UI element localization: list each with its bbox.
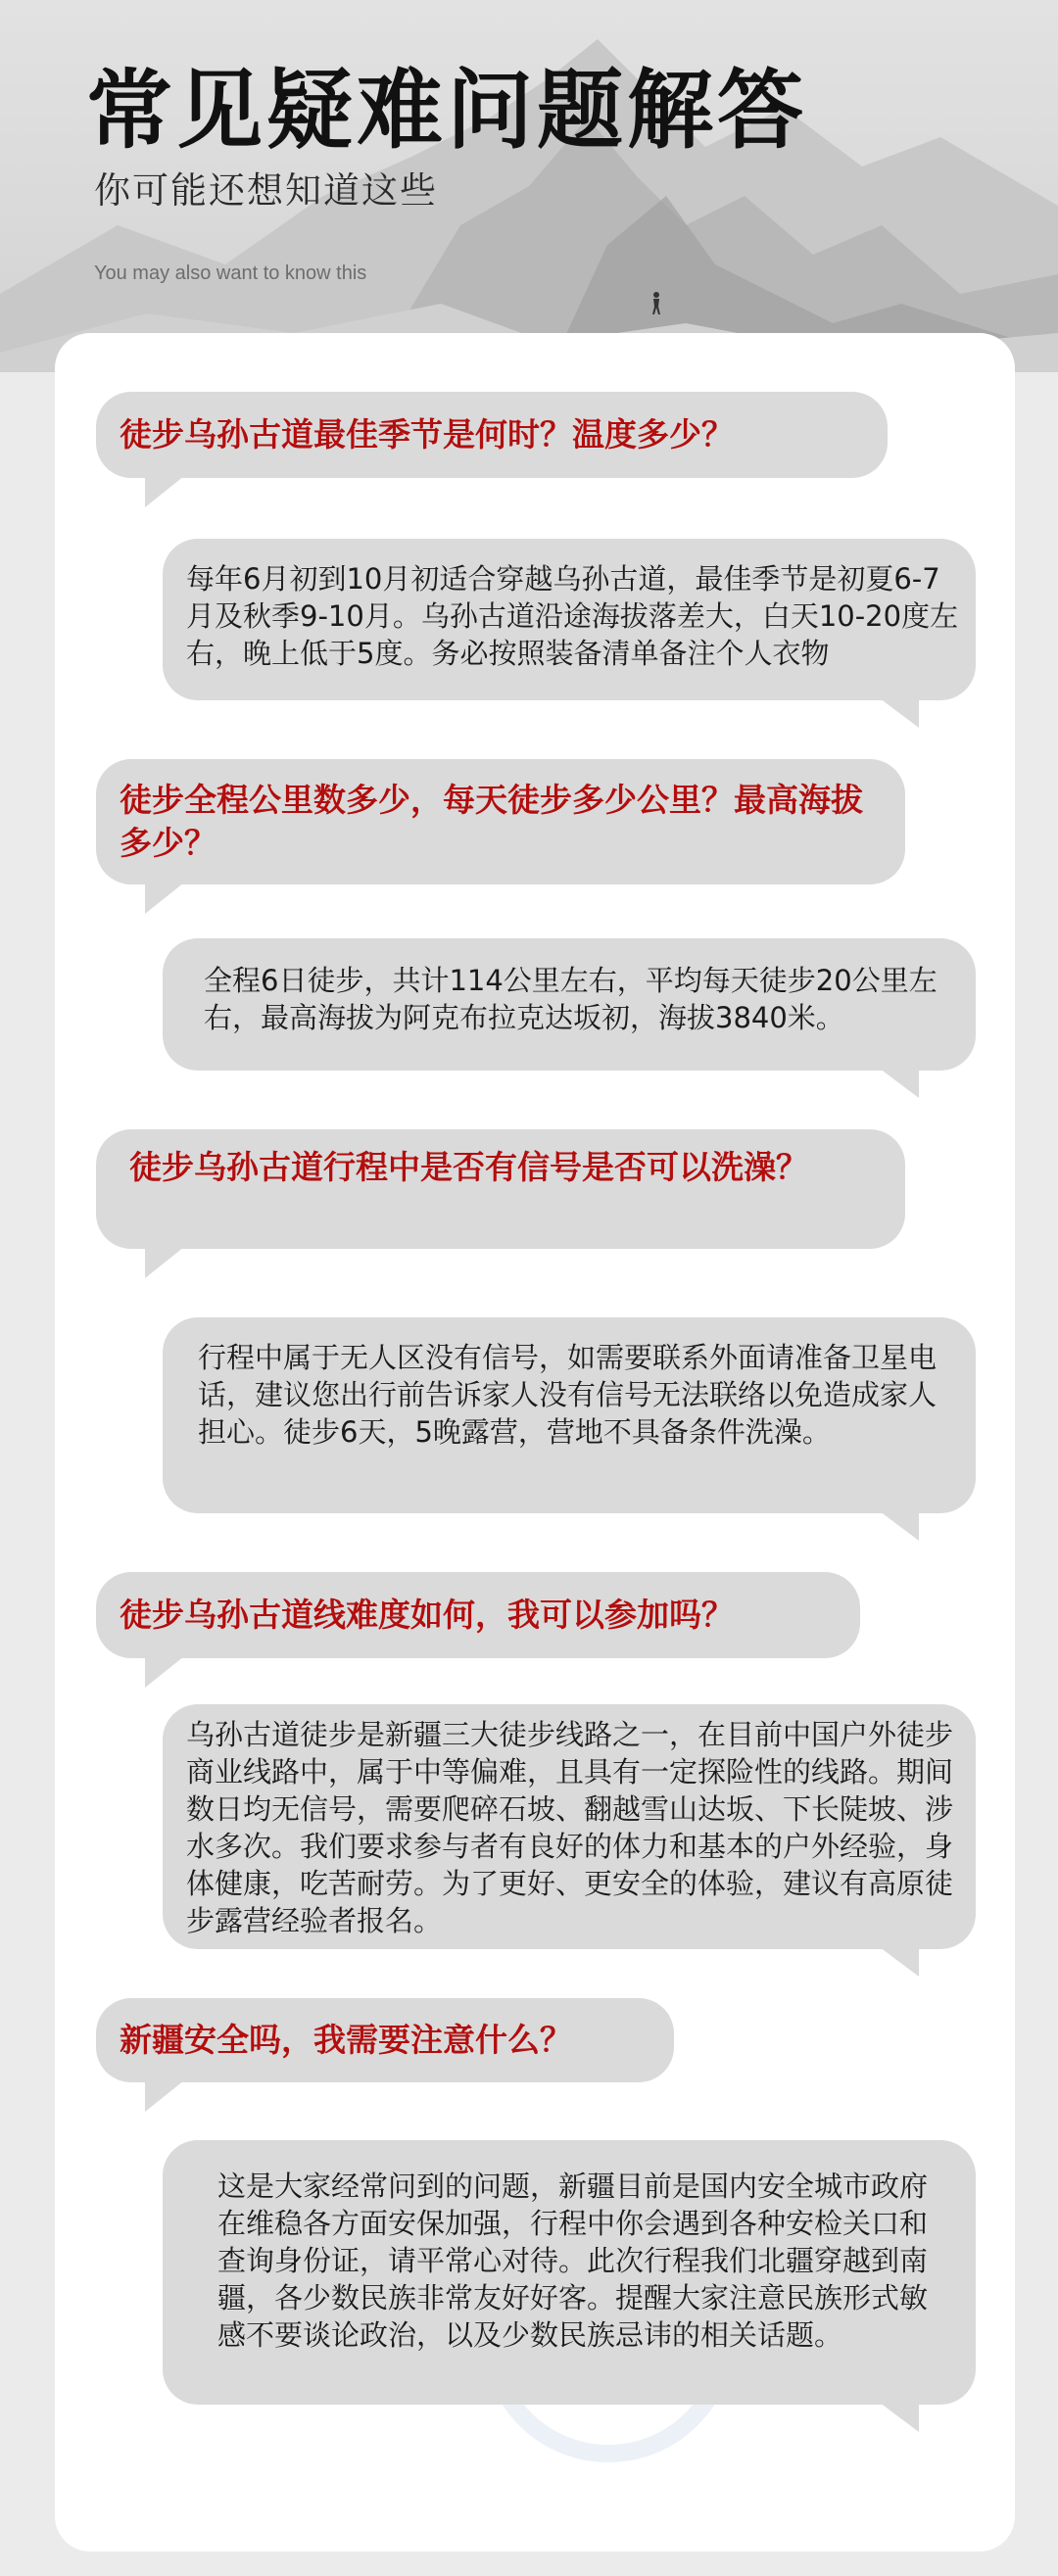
- faq-question-text: 新疆安全吗，我需要注意什么？: [120, 2021, 572, 2059]
- faq-answer-bubble: [163, 1704, 976, 1949]
- bubble-tail: [880, 1947, 919, 1977]
- faq-question-text: 徒步乌孙古道最佳季节是何时？温度多少？: [120, 415, 734, 453]
- bubble-tail: [145, 883, 184, 914]
- faq-question-bubble: [96, 1572, 860, 1658]
- bubble-tail: [145, 2080, 184, 2112]
- bubble-tail: [145, 1247, 184, 1278]
- faq-question-text: 徒步全程公里数多少，每天徒步多少公里？最高海拔多少？: [120, 781, 863, 862]
- faq-question-bubble: [96, 1129, 905, 1249]
- bubble-tail: [880, 1511, 919, 1541]
- faq-answer-bubble: [163, 938, 976, 1071]
- bubble-tail: [880, 1069, 919, 1098]
- faq-question-bubble: [96, 1998, 674, 2082]
- faq-question-bubble: [96, 759, 905, 884]
- faq-card: [55, 333, 1015, 2552]
- page-subtitle-english: You may also want to know this: [94, 262, 367, 284]
- bubble-tail: [145, 476, 184, 507]
- page-title: 常见疑难问题解答: [86, 60, 808, 161]
- bubble-tail: [145, 1656, 184, 1688]
- hiker-icon: [650, 292, 662, 315]
- faq-answer-text: 行程中属于无人区没有信号，如需要联系外面请准备卫星电话，建议您出行前告诉家人没有信号无法联络以免造成家人担心。徒步6天，5晚露营，营地不具备条件洗澡。: [198, 1341, 938, 1449]
- bubble-tail: [880, 698, 919, 728]
- faq-question-text: 徒步乌孙古道线难度如何，我可以参加吗？: [120, 1596, 734, 1634]
- faq-answer-text: 每年6月初到10月初适合穿越乌孙古道，最佳季节是初夏6-7月及秋季9-10月。乌孙古道沿途海拔落差大，白天10-20度左右，晚上低于5度。务必按照装备清单备注个人衣物: [186, 562, 959, 670]
- faq-question-bubble: [96, 392, 888, 478]
- faq-answer-text: 全程6日徒步，共计114公里左右，平均每天徒步20公里左右，最高海拔为阿克布拉克达坂初，海拔3840米。: [204, 964, 938, 1034]
- faq-answer-bubble: [163, 1317, 976, 1513]
- faq-answer-bubble: [163, 2140, 976, 2405]
- bubble-tail: [880, 2403, 919, 2432]
- faq-question-text: 徒步乌孙古道行程中是否有信号是否可以洗澡？: [129, 1148, 808, 1186]
- faq-answer-text: 乌孙古道徒步是新疆三大徒步线路之一，在目前中国户外徒步商业线路中，属于中等偏难，且具有一定探险性的线路。期间数日均无信号，需要爬碎石坡、翻越雪山达坂、下长陡坡、涉水多次。我们要求参与者有良好的体力和基本的户外经验，身体健康，吃苦耐劳。为了更好、更安全的体验，建议有高原徒步露营经验者报名。: [186, 1718, 954, 1937]
- faq-answer-bubble: [163, 539, 976, 700]
- header-banner: [0, 0, 1058, 372]
- faq-answer-text: 这是大家经常问到的问题，新疆目前是国内安全城市政府在维稳各方面安保加强，行程中你会遇到各种安检关口和查询身份证，请平常心对待。此次行程我们北疆穿越到南疆，各少数民族非常友好好客。提醒大家注意民族形式敏感不要谈论政治，以及少数民族忌讳的相关话题。: [217, 2170, 929, 2352]
- page-subtitle: 你可能还想知道这些: [94, 169, 438, 212]
